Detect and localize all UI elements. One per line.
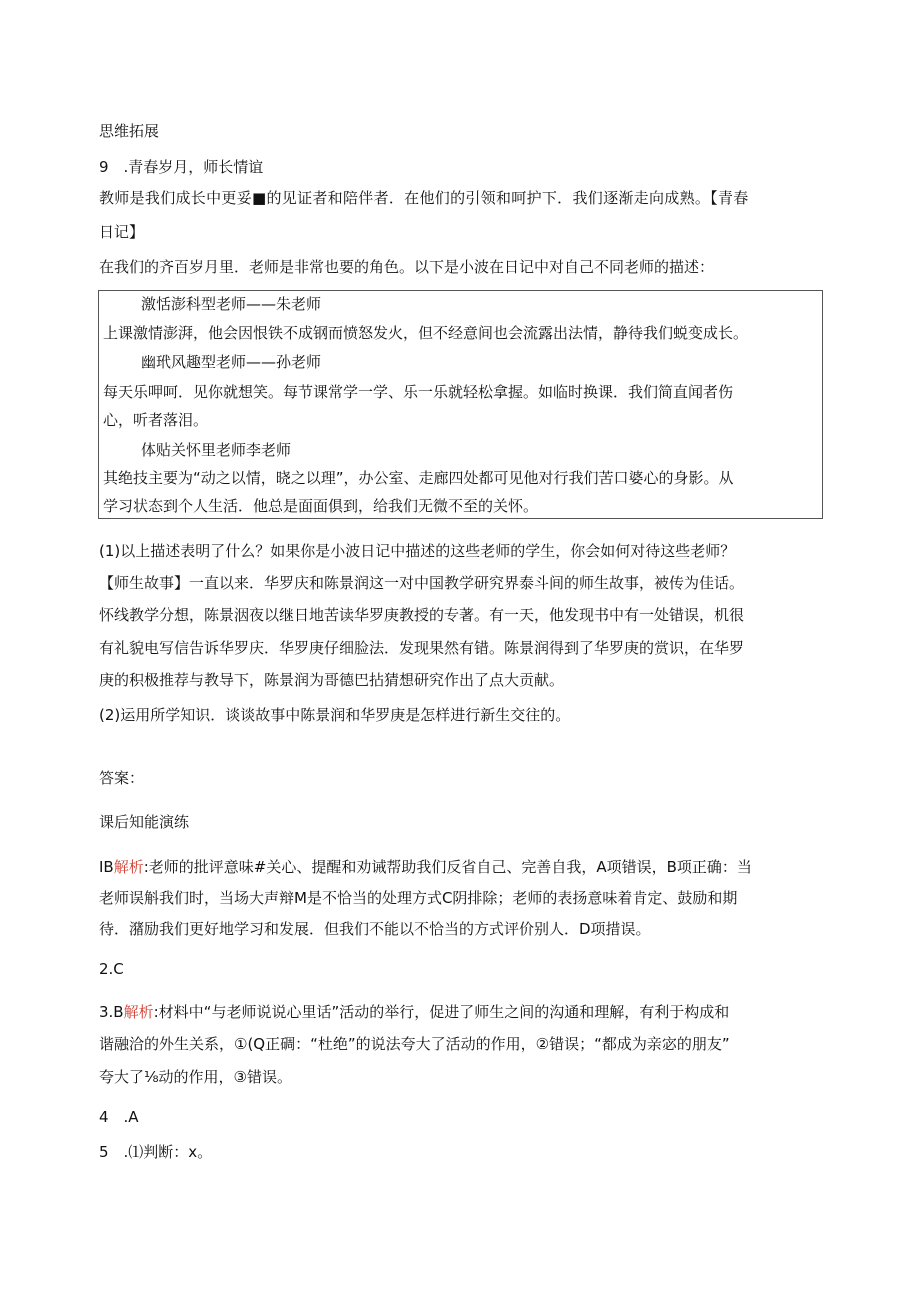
analysis-tag: 解析 (123, 1003, 154, 1021)
teacher-2-desc-2: 心，听者落泪。 (103, 411, 209, 429)
intro-line-1: 教师是我们成长中更妥■的见证者和陪伴者．在他们的引领和呵护下．我们逐渐走向成熟。【青春 (99, 189, 749, 207)
answer-1-line-1 (99, 856, 752, 878)
answer-1-number: IB (99, 858, 114, 876)
question-9-1: (1)以上描述表明了什么？如果你是小波日记中描述的这些老师的学生，你会如何对待这些老师？ (99, 542, 736, 560)
answer-4: 4 .A (99, 1108, 139, 1126)
diary-intro: 在我们的齐百岁月里．老师是非常也要的角色。以下是小波在日记中对自己不同老师的描述： (99, 258, 715, 276)
teacher-3-desc-2: 学习状态到个人生活．他总是面面俱到，给我们无微不至的关怀。 (103, 497, 539, 515)
teacher-2-desc-1: 每天乐呷呵．见你就想笑。每节课常学一学、乐一乐就轻松拿握。如临时换课．我们简直闻者伤 (103, 383, 734, 401)
answer-1-line-2: 老师误斛我们时，当场大声辩M是不恰当的处理方式C阴排除；老师的表扬意味着肯定、鼓励和期 (99, 889, 738, 907)
answers-heading: 答案： (99, 769, 145, 787)
teacher-2-title: 幽玳风趣型老师——孙老师 (141, 353, 322, 371)
answer-5: 5 .⑴判断：x。 (99, 1143, 213, 1161)
answer-1-text: :老师的批评意味#关心、提醒和劝诫帮助我们反省自己、完善自我，A项错误，B项正确：当 (143, 858, 752, 876)
story-line-3: 有礼貌电写信告诉华罗庆．华罗庚仔细脸法．发现果然有错。陈景润得到了华罗庚的赏识，在华罗 (99, 639, 745, 657)
intro-line-2: 日记】 (99, 223, 145, 241)
section-heading: 思维拓展 (99, 122, 160, 140)
teacher-1-title: 激恬澎科型老师——朱老师 (141, 295, 322, 313)
story-line-1: 【师生故事】一直以来．华罗庆和陈景润这一对中国教学研究界泰斗间的师生故事，被传为佳话。 (99, 574, 745, 592)
answer-1-line-3: 待．潴励我们更好地学习和发展．但我们不能以不恰当的方式评价别人．D项措误。 (99, 920, 651, 938)
answer-3-text: :材料中“与老师说说心里话”活动的举行，促进了师生之间的沟通和理解，有利于构成和 (153, 1003, 730, 1021)
answer-3-number: 3.B (99, 1003, 124, 1021)
question-9-2: (2)运用所学知识．谈谈故事中陈景润和华罗庚是怎样进行新生交往的。 (99, 706, 571, 724)
answer-3-line-2: 谐融洽的外生关系，①(Q正碉：“杜绝”的说法夸大了活动的作用，②错误；“都成为亲宓的朋友” (99, 1035, 730, 1053)
answers-subheading: 课后知能演练 (99, 813, 190, 831)
diary-box (98, 290, 823, 519)
analysis-tag: 解析 (113, 858, 144, 876)
answer-3-line-3: 夸大了⅛动的作用，③错误。 (99, 1068, 292, 1086)
teacher-3-title: 体贴关怀里老师李老师 (141, 441, 292, 459)
answer-3-line-1 (99, 1001, 729, 1023)
question-9-title: 9 .青春岁月，师长情谊 (99, 158, 264, 176)
story-line-2: 怀线教学分想，陈景洇夜以继日地苦读华罗庚教授的专著。有一天，他发现书中有一处错误，机很 (99, 606, 745, 624)
answer-2: 2.C (99, 960, 124, 978)
teacher-3-desc-1: 其绝技主要为“动之以情，晓之以理”，办公室、走廊四处都可见他对行我们苦口婆心的身影。从 (103, 469, 734, 487)
story-line-4: 庚的积极推荐与教导下，陈景润为哥德巴拈猜想研究作出了点大贡献。 (99, 671, 565, 689)
teacher-1-desc: 上课激情澎湃，他会因恨铁不成钢而愤怒发火，但不经意间也会流露出法情，静待我们蜕变成长。 (103, 324, 749, 342)
